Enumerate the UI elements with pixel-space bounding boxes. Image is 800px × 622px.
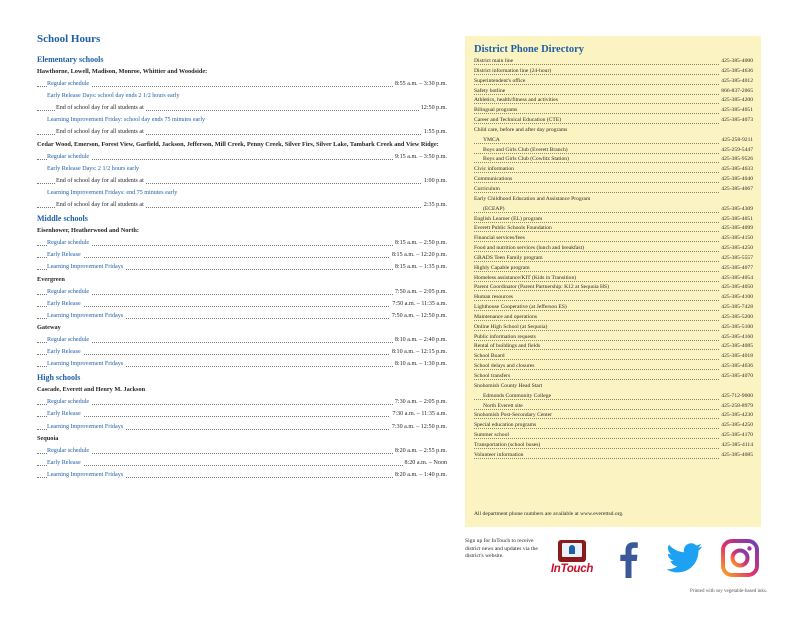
directory-row <box>474 136 753 146</box>
directory-label: Superintendent's office <box>474 77 526 84</box>
directory-label: Athletics, health/fitness and activities <box>474 97 558 104</box>
directory-label: Bilingual programs <box>474 107 518 114</box>
middle-heading: Middle schools <box>37 214 88 224</box>
directory-label: Everett Public Schools Foundation <box>474 225 552 232</box>
high-heading: High schools <box>37 373 81 383</box>
directory-row <box>474 224 753 234</box>
directory-phone: 425-385-4230 <box>719 411 753 421</box>
schedule-row: Learning Improvement Fridays 7:30 a.m. – 12:50 p.m. <box>37 421 447 433</box>
directory-phone: 425-385-4054 <box>719 274 753 284</box>
directory-row <box>474 372 753 382</box>
directory-phone: 425-385-4099 <box>719 224 753 234</box>
directory-label: Financial services/fees <box>474 235 525 242</box>
elementary-group-1-name: Hawthorne, Lowell, Madison, Monroe, Whittier and Woodside: <box>37 68 208 75</box>
directory-phone: 425-385-4067 <box>719 185 753 195</box>
schedule-row: End of school day for all students at 1:00 p.m. <box>37 175 447 187</box>
instagram-icon[interactable] <box>720 538 760 578</box>
directory-row <box>474 155 753 165</box>
elementary-group-2-name: Cedar Wood, Emerson, Forest View, Garfield, Jackson, Jefferson, Mill Creek, Penny Creek, Silver Firs, Silver Lake, Tambark Creek and View Ridge: <box>37 140 439 148</box>
directory-label: Curriculum <box>474 185 500 192</box>
directory-label: Online High School (at Sequoia) <box>474 323 548 330</box>
schedule-row: Learning Improvement Fridays 7:50 a.m. – 12:50 p.m. <box>37 310 447 322</box>
directory-phone: 425-385-4250 <box>719 244 753 254</box>
directory-label: Snohomish Post-Secondary Center <box>474 412 552 419</box>
directory-phone: 425-385-4051 <box>719 106 753 116</box>
schedule-row: Early Release Days: 2 1/2 hours early <box>47 165 140 172</box>
schedule-row: Regular schedule 8:10 a.m. – 2:40 p.m. <box>37 334 447 346</box>
directory-row <box>474 392 753 402</box>
directory-label: Maintenance and operations <box>474 313 538 320</box>
directory-label: Boys and Girls Club (Everett Branch) <box>483 146 568 153</box>
directory-label: Early Childhood Education and Assistance Program <box>474 195 591 202</box>
elementary-heading: Elementary schools <box>37 55 104 64</box>
directory-phone: 425-712-9000 <box>719 392 753 402</box>
directory-label: Career and Technical Education (CTE) <box>474 117 562 124</box>
directory-label: North Everett site <box>483 402 523 409</box>
directory-row <box>474 106 753 116</box>
twitter-icon[interactable] <box>664 538 704 578</box>
directory-row <box>474 254 753 264</box>
directory-phone: 425-385-4114 <box>720 441 754 451</box>
schedule-row: Early Release 7:30 a.m. – 11:35 a.m. <box>37 408 447 420</box>
directory-row <box>474 402 753 412</box>
intouch-signup-text: Sign up for InTouch to receive district news and updates via the district's website. <box>465 538 538 560</box>
directory-phone: 425-385-4077 <box>719 264 753 274</box>
directory-row <box>474 264 753 274</box>
directory-label: Public information requests <box>474 333 536 340</box>
directory-row <box>474 431 753 441</box>
schedule-row: Learning Improvement Fridays 8:20 a.m. – 1:40 p.m. <box>37 469 447 481</box>
directory-label: Safety hotline <box>474 87 506 94</box>
schedule-row: Learning Improvement Fridays: end 75 minutes early <box>47 189 178 196</box>
directory-phone: 425-385-4050 <box>719 283 753 293</box>
schedule-row: End of school day for all students at 12:50 p.m. <box>37 102 447 114</box>
intouch-label: InTouch <box>550 563 594 575</box>
directory-phone: 425-385-4051 <box>719 215 753 225</box>
directory-phone: 425-385-4200 <box>719 96 753 106</box>
schedule-row: Regular schedule 7:50 a.m. – 2:05 p.m. <box>37 286 447 298</box>
sequoia-name: Sequoia <box>37 434 59 442</box>
directory-phone: 425-385-5200 <box>719 313 753 323</box>
directory-phone: 425-258-9211 <box>720 136 754 146</box>
directory-label: Communications <box>474 176 513 183</box>
directory-phone: 425-385-4633 <box>719 165 753 175</box>
directory-phone: 425-385-4070 <box>719 372 753 382</box>
schedule-row: Early Release Days: school day ends 2 1/2 hours early <box>47 93 180 100</box>
schedule-row: Regular schedule 8:15 a.m. – 2:50 p.m. <box>37 237 447 249</box>
directory-label: GRADS Teen Family program <box>474 254 543 261</box>
directory-row <box>474 116 753 126</box>
directory-row <box>474 195 753 205</box>
evergreen-name: Evergreen <box>37 275 65 283</box>
directory-row <box>474 323 753 333</box>
directory-phone: 425-385-5100 <box>719 323 753 333</box>
directory-row <box>474 215 753 225</box>
directory-phone: 425-385-7428 <box>719 303 753 313</box>
directory-phone: 425-385-4309 <box>719 205 753 215</box>
schedule-row: Early Release 8:20 a.m. – Noon <box>37 457 447 469</box>
directory-row <box>474 67 753 77</box>
directory-label: Child care, before and after day programs <box>474 126 568 133</box>
schedule-row: Early Release 8:10 a.m. – 12:15 p.m. <box>37 346 447 358</box>
directory-row <box>474 283 753 293</box>
directory-row <box>474 441 753 451</box>
directory-phone: 425-385-4160 <box>719 333 753 343</box>
directory-row <box>474 146 753 156</box>
directory-label: Boys and Girls Club (Cowlitz Station) <box>483 156 569 163</box>
directory-phone: 425-385-4000 <box>719 57 753 67</box>
directory-label: Highly Capable program <box>474 264 530 271</box>
directory-note: All department phone numbers are available at www.everettsd.org. <box>474 511 624 517</box>
directory-row <box>474 165 753 175</box>
directory-row <box>474 333 753 343</box>
directory-label: YMCA <box>483 136 500 143</box>
directory-phone: 425-385-4012 <box>719 77 753 87</box>
schedule-row: Regular schedule 9:15 a.m. – 3:50 p.m. <box>37 151 447 163</box>
directory-label: Civic information <box>474 166 514 173</box>
schedule-row: End of school day for all students at 2:35 p.m. <box>37 199 447 211</box>
directory-phone: 425-385-4250 <box>719 421 753 431</box>
printing-credit: Printed with soy vegetable-based inks. <box>690 589 768 594</box>
directory-phone: 425-385-4636 <box>719 362 753 372</box>
directory-label: District information line (24-hour) <box>474 67 552 74</box>
directory-row <box>474 451 753 461</box>
directory-phone: 425-385-4636 <box>719 67 753 77</box>
directory-row <box>474 234 753 244</box>
directory-row <box>474 244 753 254</box>
directory-label: Homeless assistance/KIT (Kids in Transition) <box>474 274 577 281</box>
directory-label: Parent Coordinator (Parent Partnership: K12 at Sequoia HS) <box>474 284 610 291</box>
schedule-row: Regular schedule 8:55 a.m. – 3:30 p.m. <box>37 78 447 90</box>
directory-row <box>474 293 753 303</box>
directory-label: (ECEAP) <box>483 205 505 212</box>
directory-row <box>474 421 753 431</box>
phone-directory-box <box>465 36 761 527</box>
directory-phone: 425-385-9526 <box>719 155 753 165</box>
directory-phone: 425-258-8979 <box>719 402 753 412</box>
directory-label: District main line <box>474 58 514 64</box>
schedule-row: Learning Improvement Fridays 8:15 a.m. – 1:35 p.m. <box>37 261 447 273</box>
schedule-row: Early Release 8:15 a.m. – 12:20 p.m. <box>37 249 447 261</box>
directory-label: Lighthouse Cooperative (at Jefferson ES) <box>474 304 567 311</box>
directory-row <box>474 126 753 136</box>
directory-label: Edmonds Community College <box>483 392 552 399</box>
directory-row <box>474 362 753 372</box>
middle-group-1-name: Eisenhower, Heatherwood and North: <box>37 227 139 235</box>
directory-phone: 425-385-4150 <box>719 234 753 244</box>
directory-row <box>474 57 753 67</box>
schedule-row: Regular schedule 7:30 a.m. – 2:05 p.m. <box>37 396 447 408</box>
directory-title: District Phone Directory <box>474 44 585 55</box>
directory-row <box>474 77 753 87</box>
directory-label: Rental of buildings and fields <box>474 343 541 350</box>
school-hours-section <box>37 33 447 481</box>
directory-label: Transportation (school buses) <box>474 441 541 448</box>
directory-label: School delays and closures <box>474 363 535 370</box>
directory-row <box>474 411 753 421</box>
directory-phone: 866-837-2065 <box>719 87 753 97</box>
directory-row <box>474 274 753 284</box>
directory-label: Volunteer information <box>474 451 524 458</box>
directory-label: Snohomish County Head Start <box>474 382 543 389</box>
directory-row <box>474 313 753 323</box>
school-hours-title: School Hours <box>37 33 101 45</box>
directory-phone: 425-385-4100 <box>719 293 753 303</box>
directory-row <box>474 382 753 392</box>
intouch-logo[interactable] <box>546 538 598 580</box>
directory-row <box>474 352 753 362</box>
directory-label: Food and nutrition services (lunch and breakfast) <box>474 245 584 252</box>
directory-label: Summer school <box>474 432 509 439</box>
schedule-row: End of school day for all students at 1:55 p.m. <box>37 126 447 138</box>
schedule-row: Learning Improvement Fridays 8:10 a.m. – 1:30 p.m. <box>37 358 447 370</box>
facebook-icon[interactable] <box>608 538 648 578</box>
directory-label: School Board <box>474 353 505 360</box>
directory-phone: 425-385-5557 <box>719 254 753 264</box>
directory-phone: 425-385-4085 <box>719 451 753 461</box>
schedule-row: Early Release 7:50 a.m. – 11:35 a.m. <box>37 298 447 310</box>
high-group-1-name: Cascade, Everett and Henry M. Jackson <box>37 386 146 394</box>
directory-row <box>474 175 753 185</box>
schedule-row: Learning Improvement Friday: school day ends 75 minutes early <box>47 117 206 124</box>
directory-row <box>474 87 753 97</box>
directory-label: Human resources <box>474 294 513 301</box>
directory-phone: 425-385-4085 <box>719 342 753 352</box>
directory-phone: 425-259-5447 <box>719 146 753 156</box>
directory-label: School transfers <box>474 373 511 379</box>
directory-label: English Learner (EL) program <box>474 215 543 222</box>
directory-row <box>474 342 753 352</box>
directory-phone: 425-385-4040 <box>719 175 753 185</box>
directory-row <box>474 303 753 313</box>
directory-row <box>474 205 753 215</box>
schedule-row: Regular schedule 8:20 a.m. – 2:55 p.m. <box>37 445 447 457</box>
directory-row <box>474 96 753 106</box>
directory-phone: 425-385-4073 <box>719 116 753 126</box>
directory-list <box>474 57 753 461</box>
directory-label: Special education programs <box>474 422 537 429</box>
directory-row <box>474 185 753 195</box>
directory-phone: 425-385-4170 <box>719 431 753 441</box>
directory-phone: 425-385-4018 <box>719 352 753 362</box>
gateway-name: Gateway <box>37 323 61 331</box>
